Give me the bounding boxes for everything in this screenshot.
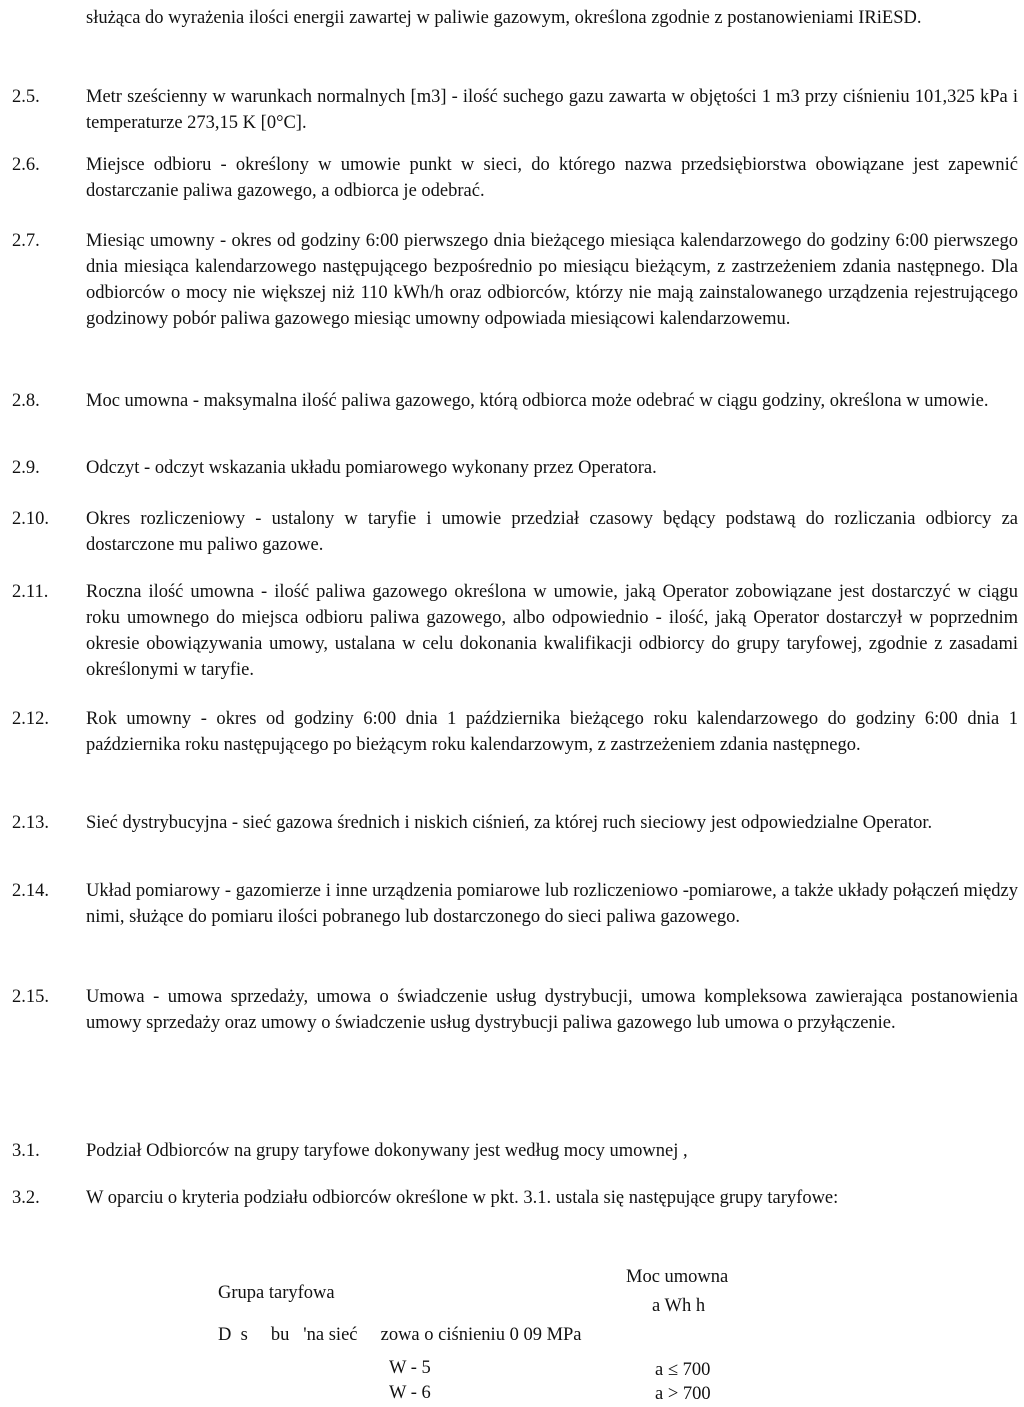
definition-number: 2.9.	[12, 458, 40, 478]
definition-text: Rok umowny - okres od godziny 6:00 dnia 1 października bieżącego roku kalendarzowego do godziny 6:00 dnia 1 października roku następującego po bieżącym roku kalendarzowym, z zastrzeżeniem zdania następnego.	[86, 709, 1018, 755]
definition-text: Odczyt - odczyt wskazania układu pomiarowego wykonany przez Operatora.	[86, 458, 657, 478]
capacity-w5: a ≤ 700	[655, 1360, 711, 1380]
definition-2-14	[12, 878, 1018, 930]
definition-number: 2.12.	[12, 709, 49, 729]
definition-2-7	[12, 228, 1018, 332]
definition-text: Miesiąc umowny - okres od godziny 6:00 pierwszego dnia bieżącego miesiąca kalendarzowego do godziny 6:00 pierwszego dnia miesiąca kalendarzowego następującego bezpośrednio po miesiącu bieżącym, z zastrzeżeniem zdania następnego. Dla odbiorców o mocy nie większej niż 110 kWh/h oraz odbiorców, którzy nie mają zainstalowanego urządzenia rejestrującego godzinowy pobór paliwa gazowego miesiąc umowny odpowiada miesiącowi kalendarzowemu.	[86, 231, 1018, 329]
definition-number: 2.13.	[12, 813, 49, 833]
definition-2-13	[12, 810, 1018, 836]
definition-text: Metr sześcienny w warunkach normalnych [m3] - ilość suchego gazu zawarta w objętości 1 m3 przy ciśnieniu 101,325 kPa i temperaturze 273,15 K [0°C].	[86, 87, 1018, 133]
definition-2-6	[12, 152, 1018, 204]
capacity-w6: a > 700	[655, 1384, 711, 1404]
definition-text: Roczna ilość umowna - ilość paliwa gazowego określona w umowie, jaką Operator zobowiązane jest dostarczyć w ciągu roku umownego do miejsca odbioru paliwa gazowego, albo odpowiednio - ilość, jaką Operator dostarczył w poprzednim okresie obowiązywania umowy, ustalana w celu dokonania kwalifikacji odbiorcy do grupy taryfowej, zgodnie z zasadami określonymi w taryfie.	[86, 582, 1018, 680]
definition-number: 2.11.	[12, 582, 49, 602]
definition-2-5	[12, 84, 1018, 136]
definition-number: 2.10.	[12, 509, 49, 529]
definition-text: Miejsce odbioru - określony w umowie punkt w sieci, do którego nazwa przedsiębiorstwa obowiązane jest zapewnić dostarczanie paliwa gazowego, a odbiorca je odebrać.	[86, 155, 1018, 201]
section-number: 3.1.	[12, 1141, 40, 1161]
definition-2-12	[12, 706, 1018, 758]
definition-number: 2.6.	[12, 155, 40, 175]
definition-number: 2.15.	[12, 987, 49, 1007]
definition-2-10	[12, 506, 1018, 558]
definition-text: Okres rozliczeniowy - ustalony w taryfie i umowie przedział czasowy będący podstawą do rozliczania odbiorcy za dostarczone mu paliwo gazowe.	[86, 509, 1018, 555]
definition-text: Sieć dystrybucyjna - sieć gazowa średnich i niskich ciśnień, za której ruch sieciowy jest odpowiedzialne Operator.	[86, 813, 933, 833]
tariff-group-header: Grupa taryfowa	[218, 1283, 335, 1303]
definition-number: 2.8.	[12, 391, 40, 411]
capacity-header: Moc umowna	[626, 1267, 729, 1287]
definition-text: Umowa - umowa sprzedaży, umowa o świadczenie usług dystrybucji, umowa kompleksowa zawierająca postanowienia umowy sprzedaży oraz umowy o świadczenie usług dystrybucji paliwa gazowego lub umowa o przyłączenie.	[86, 987, 1018, 1033]
capacity-unit: a Wh h	[652, 1296, 706, 1316]
definition-number: 2.5.	[12, 87, 40, 107]
definition-2-9	[12, 455, 1018, 481]
tariff-group-w6: W - 6	[389, 1383, 431, 1403]
section-text: W oparciu o kryteria podziału odbiorców określone w pkt. 3.1. ustala się następujące grupy taryfowe:	[86, 1188, 839, 1208]
definition-text: Układ pomiarowy - gazomierze i inne urządzenia pomiarowe lub rozliczeniowo -pomiarowe, a także układy połączeń między nimi, służące do pomiaru ilości pobranego lub dostarczonego do sieci paliwa gazowego.	[86, 881, 1018, 927]
definition-2-11	[12, 579, 1018, 683]
intro-continuation: służąca do wyrażenia ilości energii zawartej w paliwie gazowym, określona zgodnie z postanowieniami IRiESD.	[86, 8, 922, 28]
definition-text: Moc umowna - maksymalna ilość paliwa gazowego, którą odbiorca może odebrać w ciągu godziny, określona w umowie.	[86, 391, 989, 411]
definition-2-8	[12, 388, 1018, 414]
section-text: Podział Odbiorców na grupy taryfowe dokonywany jest według mocy umownej ,	[86, 1141, 688, 1161]
section-3-2	[12, 1185, 1018, 1211]
section-number: 3.2.	[12, 1188, 40, 1208]
definition-2-15	[12, 984, 1018, 1036]
section-3-1	[12, 1138, 1018, 1164]
tariff-group-w5: W - 5	[389, 1358, 431, 1378]
definition-number: 2.7.	[12, 231, 40, 251]
definition-number: 2.14.	[12, 881, 49, 901]
network-row: D s bu 'na sieć zowa o ciśnieniu 0 09 MPa	[218, 1325, 582, 1345]
